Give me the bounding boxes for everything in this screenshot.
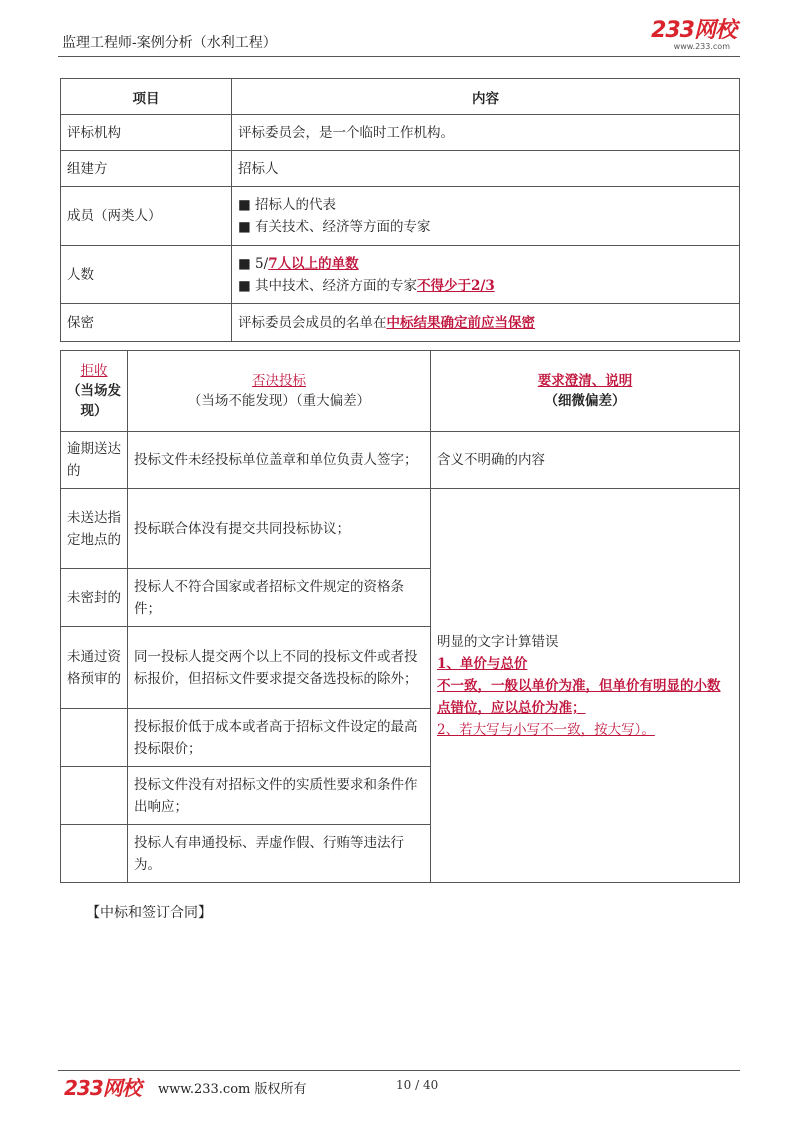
row-content — [232, 246, 740, 304]
highlight-text: 不得少于2/3 — [417, 277, 495, 294]
reject-item-empty — [61, 767, 128, 825]
header-divider — [58, 56, 740, 57]
table-row — [61, 304, 740, 342]
row-label: 人数 — [61, 246, 232, 304]
table-row — [61, 187, 740, 246]
table-header-row — [61, 79, 740, 115]
footer-logo[interactable]: 233网校 — [64, 1076, 141, 1100]
bid-rejection-table — [60, 350, 740, 883]
evaluation-table — [60, 78, 740, 342]
row-content: 招标人 — [232, 151, 740, 187]
highlight-text: 7人以上的单数 — [268, 255, 359, 272]
reject-item-empty — [61, 709, 128, 767]
veto-item: 投标文件未经投标单位盖章和单位负责人签字； — [128, 432, 431, 489]
veto-item: 投标人有串通投标、弄虚作假、行贿等违法行为。 — [128, 825, 431, 883]
veto-item: 投标联合体没有提交共同投标协议； — [128, 489, 431, 569]
bullet-item: ■ 5/7人以上的单数 — [238, 255, 359, 272]
bullet-item: ■ 有关技术、经济等方面的专家 — [238, 219, 431, 235]
col-header-reject — [61, 351, 128, 432]
footer-divider — [58, 1070, 740, 1071]
table-row — [61, 246, 740, 304]
reject-item: 逾期送达的 — [61, 432, 128, 489]
section-title: 【中标和签订合同】 — [86, 905, 212, 921]
highlight-text: 1、单价与总价 — [437, 655, 528, 672]
page-number: 10 / 40 — [396, 1078, 439, 1092]
table-row — [61, 489, 740, 569]
row-content — [232, 187, 740, 246]
veto-item: 投标报价低于成本或者高于招标文件设定的最高投标限价； — [128, 709, 431, 767]
clarify-item: 含义不明确的内容 — [431, 432, 740, 489]
veto-item: 投标人不符合国家或者招标文件规定的资格条件； — [128, 569, 431, 627]
bullet-item: ■ 招标人的代表 — [238, 197, 337, 213]
clarify-item — [431, 489, 740, 883]
bullet-item: ■ 其中技术、经济方面的专家不得少于2/3 — [238, 277, 495, 294]
table-row — [61, 151, 740, 187]
col-header-clarify — [431, 351, 740, 432]
row-label: 成员（两类人） — [61, 187, 232, 246]
header-sub: （当场发现） — [67, 383, 121, 419]
col-header-content: 内容 — [232, 79, 740, 115]
row-label: 组建方 — [61, 151, 232, 187]
header-title-red: 要求澄清、说明 — [537, 373, 633, 389]
logo-url: www.233.com — [673, 42, 730, 51]
highlight-text: 不一致，一般以单价为准，但单价有明显的小数点错位，应以总价为准； — [437, 677, 721, 716]
footer-copyright: www.233.com 版权所有 — [158, 1082, 307, 1097]
col-header-item: 项目 — [61, 79, 232, 115]
veto-item: 投标文件没有对招标文件的实质性要求和条件作出响应； — [128, 767, 431, 825]
header-title-red: 否决投标 — [252, 373, 306, 389]
logo-text: 233网校 — [651, 18, 736, 43]
reject-item: 未送达指定地点的 — [61, 489, 128, 569]
reject-item: 未通过资格预审的 — [61, 627, 128, 709]
header-sub: （当场不能发现）（重大偏差） — [187, 393, 371, 409]
row-content: 评标委员会，是一个临时工作机构。 — [232, 115, 740, 151]
highlight-text: 中标结果确定前应当保密 — [386, 314, 535, 331]
row-label: 评标机构 — [61, 115, 232, 151]
header-title-red: 拒收 — [80, 363, 108, 379]
clarify-plain: 明显的文字计算错误 — [437, 633, 559, 650]
highlight-text: 2、若大写与小写不一致，按大写）。 — [437, 721, 655, 738]
header-title: 监理工程师-案例分析（水利工程） — [62, 35, 277, 51]
reject-item-empty — [61, 825, 128, 883]
table-row — [61, 115, 740, 151]
table-header-row — [61, 351, 740, 432]
reject-item: 未密封的 — [61, 569, 128, 627]
row-label: 保密 — [61, 304, 232, 342]
row-content: 评标委员会成员的名单在中标结果确定前应当保密 — [232, 304, 740, 342]
brand-logo[interactable] — [618, 20, 736, 54]
veto-item: 同一投标人提交两个以上不同的投标文件或者投标报价，但招标文件要求提交备选投标的除外； — [128, 627, 431, 709]
table-row — [61, 432, 740, 489]
col-header-veto — [128, 351, 431, 432]
header-sub: （细微偏差） — [544, 393, 626, 409]
